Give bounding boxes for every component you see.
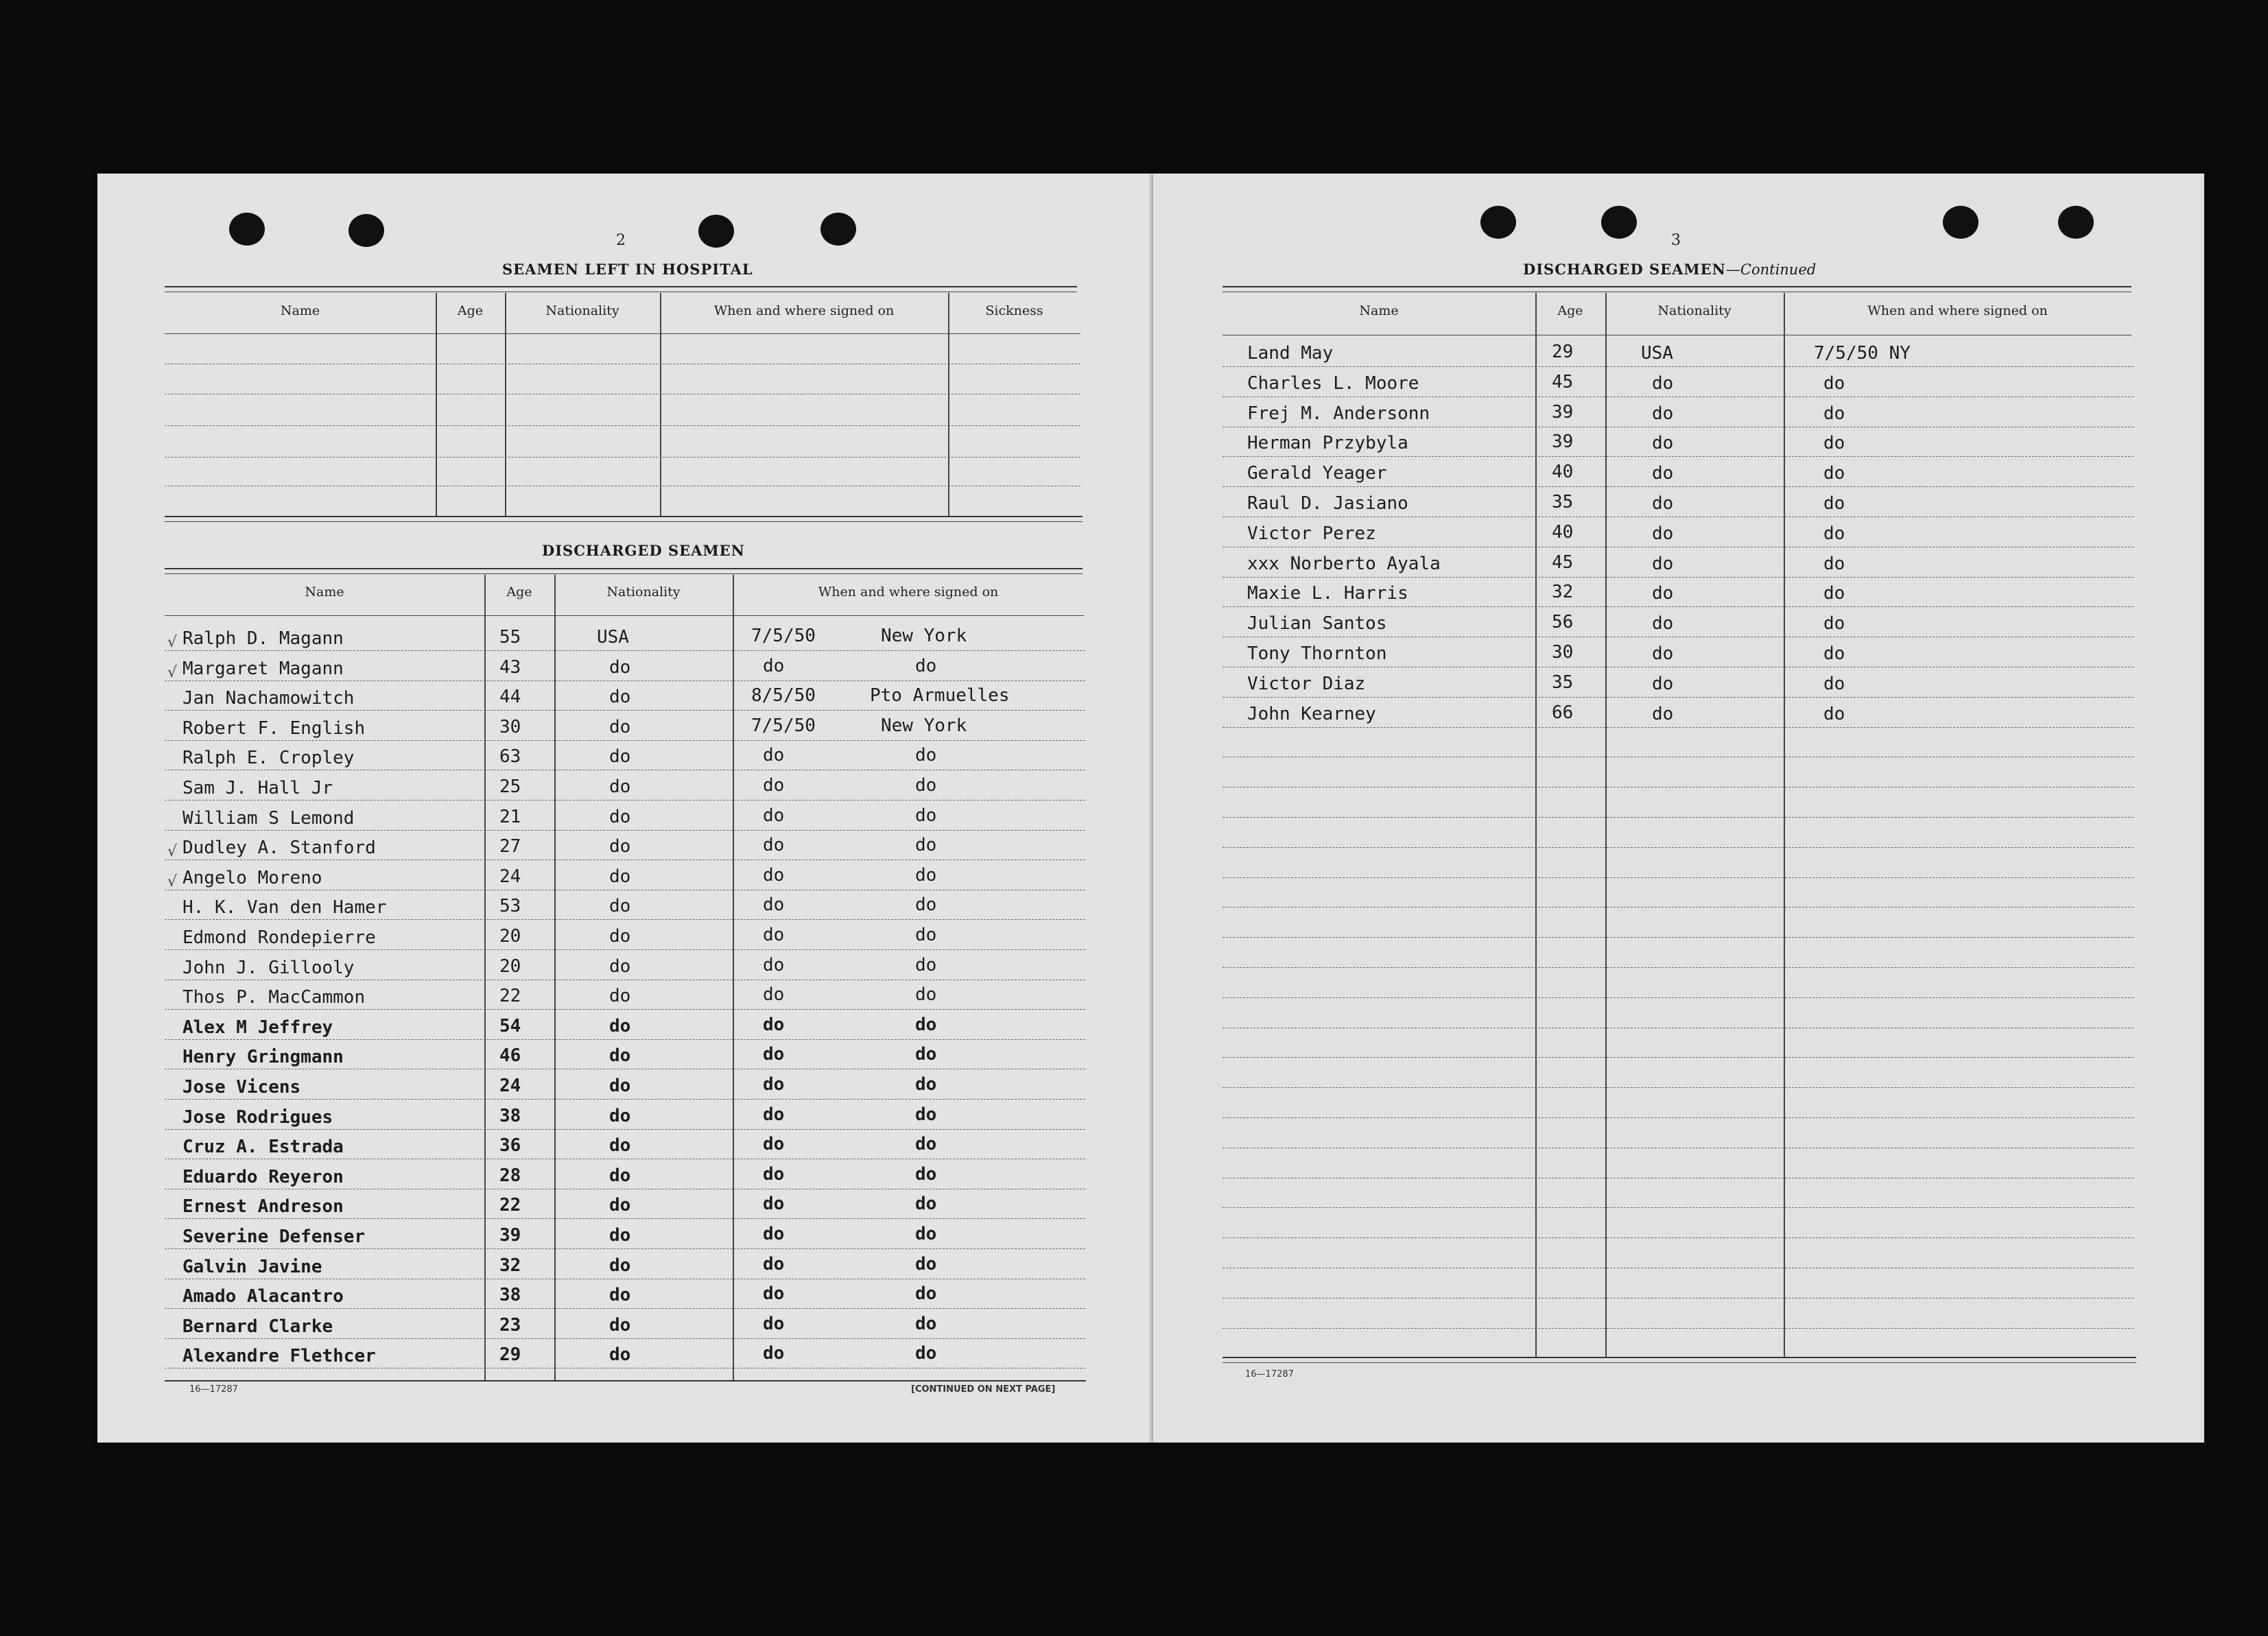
seaman-age: 30 — [1552, 642, 1574, 663]
punch-hole — [229, 213, 265, 246]
right-row-line — [1222, 396, 2134, 397]
seaman-age: 54 — [499, 1016, 521, 1036]
seaman-name: Jose Vicens — [182, 1077, 301, 1098]
row-check-mark: √ — [167, 664, 178, 681]
discharged-col-header: Nationality — [606, 584, 681, 600]
signed-place: do — [915, 894, 937, 915]
hospital-header-rule — [165, 333, 1080, 334]
seaman-age: 29 — [1552, 342, 1574, 362]
seaman-name: Ralph E. Cropley — [182, 748, 355, 768]
seaman-age: 38 — [499, 1106, 521, 1126]
seaman-nationality: do — [1652, 403, 1674, 424]
seaman-age: 36 — [499, 1135, 521, 1156]
right-row-line — [1222, 967, 2134, 968]
discharged-row-line — [165, 800, 1085, 801]
seaman-name: H. K. Van den Hamer — [182, 897, 387, 918]
right-table-bottom-rule — [1222, 1357, 2136, 1358]
signed-date: do — [763, 1343, 785, 1364]
seaman-name: Jan Nachamowitch — [182, 688, 355, 709]
punch-hole — [1943, 206, 1978, 239]
signed-date: do — [763, 805, 785, 826]
signed-place: do — [915, 1164, 937, 1185]
right-row-line — [1222, 456, 2134, 457]
signed-date: do — [763, 955, 785, 975]
discharged-col-header: Name — [305, 584, 344, 600]
right-column-divider — [1784, 293, 1785, 1358]
seaman-age: 66 — [1552, 702, 1574, 723]
seaman-name: Alexandre Flethcer — [182, 1346, 376, 1366]
seaman-age: 30 — [499, 717, 521, 737]
right-row-line — [1222, 606, 2134, 607]
signed-place: do — [915, 1134, 937, 1154]
right-row-line — [1222, 1087, 2134, 1088]
right-page — [1153, 174, 2204, 1443]
seaman-nationality: do — [609, 687, 631, 707]
seaman-nationality: USA — [1641, 343, 1673, 364]
right-table-top-rule — [1222, 286, 2131, 287]
signed-on: do — [1823, 583, 1845, 604]
seaman-age: 28 — [499, 1165, 521, 1186]
row-check-mark: √ — [167, 873, 178, 890]
signed-date: do — [763, 775, 785, 796]
signed-place: do — [915, 1254, 937, 1275]
seaman-age: 40 — [1552, 522, 1574, 543]
seaman-age: 35 — [1552, 492, 1574, 512]
seaman-age: 45 — [1552, 372, 1574, 392]
seaman-name: Cruz A. Estrada — [182, 1137, 344, 1157]
seaman-name: Julian Santos — [1247, 613, 1387, 634]
right-row-line — [1222, 937, 2134, 938]
seaman-name: Tony Thornton — [1247, 643, 1387, 664]
discharged-row-line — [165, 949, 1085, 950]
seaman-age: 39 — [499, 1225, 521, 1246]
seaman-age: 27 — [499, 836, 521, 857]
discharged-section-title: DISCHARGED SEAMEN — [542, 542, 745, 559]
seaman-age: 38 — [499, 1285, 521, 1305]
discharged-row-line — [165, 1129, 1085, 1130]
signed-place: do — [915, 1343, 937, 1364]
right-row-line — [1222, 1328, 2134, 1329]
discharged-row-line — [165, 1218, 1085, 1219]
signed-date: do — [763, 656, 785, 676]
signed-place: do — [915, 1194, 937, 1214]
seaman-age: 24 — [499, 1076, 521, 1096]
seaman-age: 45 — [1552, 552, 1574, 573]
hospital-column-divider — [660, 293, 661, 516]
right-title-suffix: —Continued — [1725, 261, 1817, 278]
right-title-main: DISCHARGED SEAMEN — [1523, 261, 1726, 278]
signed-on: do — [1823, 554, 1845, 574]
seaman-name: Edmond Rondepierre — [182, 927, 376, 948]
seaman-name: Alex M Jeffrey — [182, 1017, 333, 1038]
signed-place: do — [915, 1104, 937, 1125]
signed-on: do — [1823, 433, 1845, 453]
right-section-title — [1523, 261, 1816, 278]
seaman-age: 25 — [499, 776, 521, 797]
signed-place: do — [915, 1224, 937, 1244]
hospital-col-header: Name — [280, 303, 320, 318]
seaman-age: 20 — [499, 956, 521, 977]
seaman-nationality: do — [609, 1255, 631, 1276]
seaman-name: Severine Defenser — [182, 1226, 366, 1247]
right-table-bottom-rule-2 — [1222, 1362, 2136, 1363]
seaman-name: Thos P. MacCammon — [182, 987, 366, 1008]
discharged-row-line — [165, 1099, 1085, 1100]
discharged-row-line — [165, 1248, 1085, 1249]
punch-hole — [820, 213, 856, 246]
signed-date: do — [763, 835, 785, 855]
signed-place: do — [915, 1074, 937, 1095]
seaman-age: 35 — [1552, 672, 1574, 693]
seaman-name: Victor Perez — [1247, 523, 1376, 544]
discharged-col-header: Age — [506, 584, 532, 600]
signed-place: do — [915, 955, 937, 975]
right-row-line — [1222, 877, 2134, 878]
page-number-left: 2 — [616, 232, 626, 249]
seaman-name: Land May — [1247, 343, 1334, 364]
signed-date: do — [763, 1314, 785, 1334]
seaman-nationality: do — [609, 1195, 631, 1216]
seaman-age: 32 — [499, 1255, 521, 1276]
seaman-age: 63 — [499, 746, 521, 767]
seaman-name: Raul D. Jasiano — [1247, 493, 1408, 514]
page-number-right: 3 — [1671, 232, 1681, 249]
seaman-age: 20 — [499, 926, 521, 947]
row-check-mark: √ — [167, 634, 178, 651]
right-col-header: When and where signed on — [1867, 303, 2048, 318]
discharged-table-top-rule — [165, 568, 1083, 569]
seaman-age: 53 — [499, 896, 521, 916]
discharged-row-line — [165, 1039, 1085, 1040]
seaman-nationality: do — [609, 866, 631, 887]
seaman-name: Frej M. Andersonn — [1247, 403, 1430, 424]
signed-place: do — [915, 1044, 937, 1065]
punch-hole — [2058, 206, 2094, 239]
seaman-age: 39 — [1552, 431, 1574, 452]
signed-place: do — [915, 656, 937, 676]
seaman-nationality: do — [609, 1285, 631, 1305]
discharged-row-line — [165, 680, 1085, 681]
signed-date: do — [763, 745, 785, 766]
signed-date: do — [763, 1134, 785, 1154]
discharged-table-bottom-rule — [165, 1380, 1086, 1382]
signed-on: do — [1823, 403, 1845, 424]
seaman-nationality: do — [1652, 493, 1674, 514]
right-row-line — [1222, 1207, 2134, 1208]
signed-place: do — [915, 805, 937, 826]
signed-on: do — [1823, 674, 1845, 694]
right-col-header: Age — [1557, 303, 1583, 318]
right-row-line — [1222, 697, 2134, 698]
seaman-age: 21 — [499, 807, 521, 827]
right-column-divider — [1535, 293, 1537, 1358]
seaman-nationality: do — [609, 717, 631, 737]
signed-place: do — [915, 1015, 937, 1035]
seaman-age: 23 — [499, 1315, 521, 1336]
seaman-nationality: do — [609, 1076, 631, 1096]
seaman-age: 44 — [499, 687, 521, 707]
seaman-nationality: do — [609, 1016, 631, 1036]
right-row-line — [1222, 997, 2134, 998]
seaman-name: Maxie L. Harris — [1247, 583, 1408, 604]
seaman-age: 56 — [1552, 612, 1574, 632]
punch-hole — [1601, 206, 1637, 239]
seaman-age: 32 — [1552, 582, 1574, 602]
seaman-nationality: do — [609, 1106, 631, 1126]
seaman-nationality: do — [609, 956, 631, 977]
hospital-row-line — [165, 425, 1080, 426]
signed-on: do — [1823, 704, 1845, 724]
discharged-col-header: When and where signed on — [818, 584, 999, 600]
right-row-line — [1222, 907, 2134, 908]
signed-place: do — [915, 1283, 937, 1304]
seaman-nationality: do — [1652, 704, 1674, 724]
hospital-column-divider — [436, 293, 437, 516]
signed-place: New York — [881, 715, 967, 736]
seaman-nationality: do — [1652, 433, 1674, 453]
right-row-line — [1222, 847, 2134, 848]
signed-date: 7/5/50 — [751, 626, 816, 646]
seaman-nationality: do — [1652, 554, 1674, 574]
seaman-name: John J. Gillooly — [182, 958, 355, 978]
seaman-nationality: do — [609, 1045, 631, 1066]
seaman-name: William S Lemond — [182, 808, 355, 829]
signed-date: do — [763, 1164, 785, 1185]
signed-date: do — [763, 1015, 785, 1035]
hospital-column-divider — [505, 293, 506, 516]
signed-on: do — [1823, 373, 1845, 394]
punch-hole — [698, 215, 734, 248]
seaman-nationality: do — [609, 896, 631, 916]
seaman-name: Eduardo Reyeron — [182, 1167, 344, 1187]
continued-note: [CONTINUED ON NEXT PAGE] — [911, 1384, 1056, 1395]
seaman-nationality: do — [1652, 583, 1674, 604]
discharged-row-line — [165, 1009, 1085, 1010]
seaman-nationality: do — [609, 1135, 631, 1156]
hospital-col-header: Sickness — [985, 303, 1043, 318]
seaman-name: Dudley A. Stanford — [182, 838, 376, 858]
seaman-name: Jose Rodrigues — [182, 1107, 333, 1128]
right-row-line — [1222, 577, 2134, 578]
seaman-nationality: USA — [597, 627, 629, 648]
discharged-row-line — [165, 1338, 1085, 1339]
seaman-age: 22 — [499, 986, 521, 1006]
discharged-row-line — [165, 650, 1085, 651]
punch-hole — [1480, 206, 1516, 239]
seaman-nationality: do — [609, 836, 631, 857]
seaman-name: Charles L. Moore — [1247, 373, 1419, 394]
right-row-line — [1222, 486, 2134, 487]
seaman-age: 24 — [499, 866, 521, 887]
seaman-nationality: do — [1652, 674, 1674, 694]
seaman-nationality: do — [609, 926, 631, 947]
right-row-line — [1222, 1117, 2134, 1118]
seaman-age: 39 — [1552, 402, 1574, 423]
seaman-nationality: do — [609, 1225, 631, 1246]
seaman-nationality: do — [609, 746, 631, 767]
signed-on: do — [1823, 493, 1845, 514]
seaman-nationality: do — [1652, 373, 1674, 394]
right-col-header: Name — [1359, 303, 1399, 318]
right-row-line — [1222, 1237, 2134, 1238]
hospital-section-title: SEAMEN LEFT IN HOSPITAL — [502, 261, 753, 278]
signed-date: do — [763, 925, 785, 945]
row-check-mark: √ — [167, 843, 178, 860]
seaman-age: 55 — [499, 627, 521, 648]
seaman-nationality: do — [609, 1344, 631, 1365]
signed-place: do — [915, 1314, 937, 1334]
seaman-nationality: do — [609, 1165, 631, 1186]
seaman-nationality: do — [1652, 613, 1674, 634]
seaman-age: 43 — [499, 657, 521, 678]
signed-date: do — [763, 1224, 785, 1244]
hospital-column-divider — [948, 293, 949, 516]
seaman-name: Victor Diaz — [1247, 674, 1366, 694]
seaman-nationality: do — [609, 776, 631, 797]
seaman-name: Bernard Clarke — [182, 1316, 333, 1337]
hospital-table-top-rule — [165, 286, 1077, 287]
seaman-nationality: do — [609, 1315, 631, 1336]
hospital-col-header: Age — [457, 303, 484, 318]
signed-date: do — [763, 1194, 785, 1214]
hospital-col-header: Nationality — [545, 303, 619, 318]
signed-on: do — [1823, 643, 1845, 664]
discharged-row-line — [165, 740, 1085, 741]
signed-place: do — [915, 865, 937, 886]
seaman-nationality: do — [609, 657, 631, 678]
seaman-name: Gerald Yeager — [1247, 463, 1387, 484]
signed-place: do — [915, 984, 937, 1005]
signed-date: do — [763, 1254, 785, 1275]
seaman-nationality: do — [1652, 463, 1674, 484]
signed-place: do — [915, 925, 937, 945]
right-row-line — [1222, 817, 2134, 818]
signed-date: do — [763, 1104, 785, 1125]
hospital-table-bottom-rule-2 — [165, 521, 1083, 522]
hospital-row-line — [165, 457, 1080, 458]
discharged-row-line — [165, 919, 1085, 920]
signed-place: Pto Armuelles — [870, 685, 1010, 706]
discharged-table-top-rule-2 — [165, 573, 1083, 574]
right-row-line — [1222, 1298, 2134, 1299]
signed-date: do — [763, 1044, 785, 1065]
seaman-age: 40 — [1552, 462, 1574, 482]
form-number-right: 16—17287 — [1245, 1369, 1294, 1379]
hospital-col-header: When and where signed on — [713, 303, 895, 318]
hospital-table-bottom-rule — [165, 516, 1083, 517]
seaman-name: Ralph D. Magann — [182, 628, 344, 649]
discharged-column-divider — [554, 575, 556, 1380]
seaman-nationality: do — [1652, 643, 1674, 664]
discharged-row-line — [165, 830, 1085, 831]
seaman-name: Angelo Moreno — [182, 868, 322, 888]
seaman-name: Margaret Magann — [182, 659, 344, 679]
discharged-header-rule — [165, 615, 1084, 616]
signed-date: do — [763, 1283, 785, 1304]
right-row-line — [1222, 1057, 2134, 1058]
discharged-row-line — [165, 1308, 1085, 1309]
seaman-age: 22 — [499, 1195, 521, 1216]
seaman-name: Galvin Javine — [182, 1257, 322, 1277]
signed-on: 7/5/50 NY — [1814, 343, 1911, 364]
signed-place: New York — [881, 626, 967, 646]
signed-date: do — [763, 865, 785, 886]
signed-on: do — [1823, 523, 1845, 544]
signed-date: do — [763, 984, 785, 1005]
right-column-divider — [1605, 293, 1607, 1358]
seaman-name: Ernest Andreson — [182, 1196, 344, 1217]
punch-hole — [349, 214, 384, 247]
seaman-age: 46 — [499, 1045, 521, 1066]
signed-place: do — [915, 745, 937, 766]
seaman-nationality: do — [1652, 523, 1674, 544]
right-col-header: Nationality — [1657, 303, 1732, 318]
seaman-name: Sam J. Hall Jr — [182, 778, 333, 798]
signed-place: do — [915, 835, 937, 855]
seaman-nationality: do — [609, 986, 631, 1006]
signed-date: 8/5/50 — [751, 685, 816, 706]
seaman-age: 29 — [499, 1344, 521, 1365]
discharged-column-divider — [733, 575, 734, 1380]
seaman-name: Amado Alacantro — [182, 1286, 344, 1307]
form-number-left: 16—17287 — [189, 1384, 238, 1395]
right-row-line — [1222, 727, 2134, 728]
seaman-name: Herman Przybyla — [1247, 433, 1408, 453]
seaman-name: Henry Gringmann — [182, 1047, 344, 1067]
signed-date: 7/5/50 — [751, 715, 816, 736]
seaman-name: xxx Norberto Ayala — [1247, 554, 1441, 574]
discharged-column-divider — [484, 575, 486, 1380]
signed-date: do — [763, 1074, 785, 1095]
right-row-line — [1222, 366, 2134, 367]
signed-on: do — [1823, 613, 1845, 634]
seaman-name: John Kearney — [1247, 704, 1376, 724]
discharged-row-line — [165, 710, 1085, 711]
seaman-nationality: do — [609, 807, 631, 827]
signed-on: do — [1823, 463, 1845, 484]
signed-place: do — [915, 775, 937, 796]
signed-date: do — [763, 894, 785, 915]
seaman-name: Robert F. English — [182, 718, 366, 739]
